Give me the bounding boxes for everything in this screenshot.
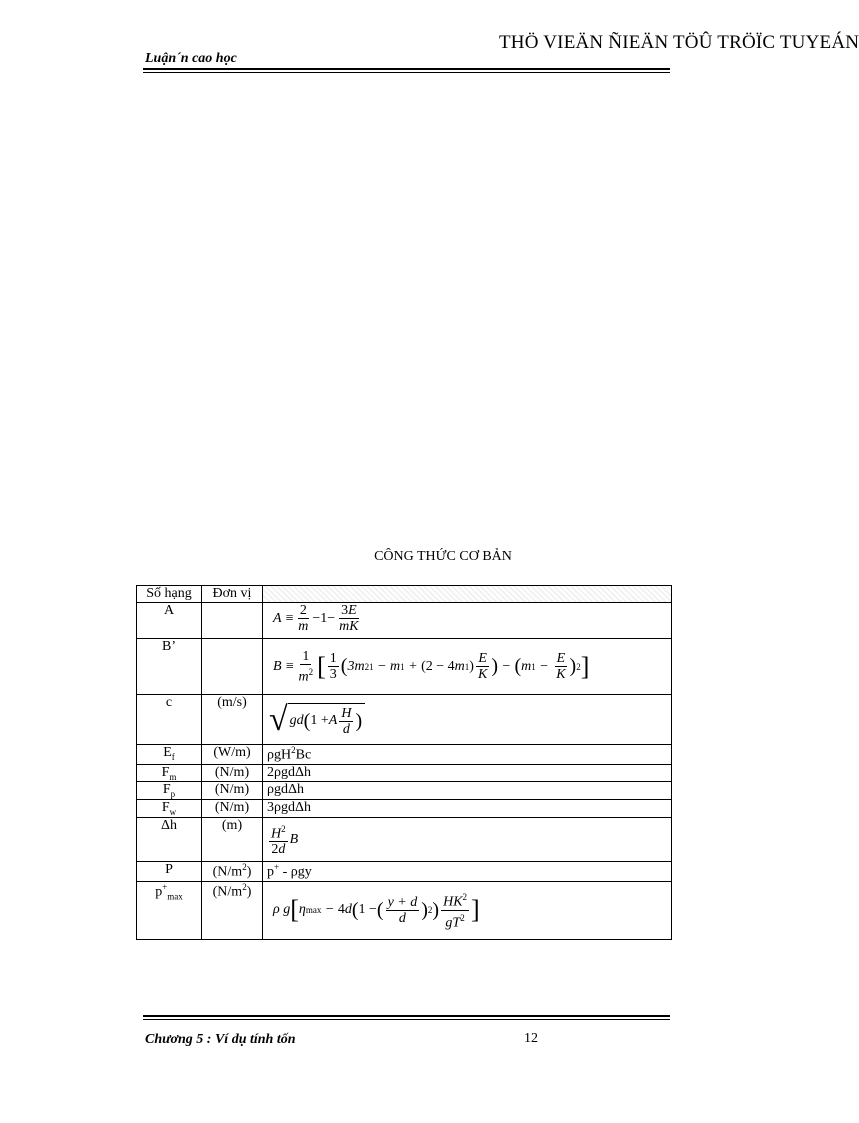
formula-dh: $\frac{H^2}{2d}$ B xyxy=(271,823,299,858)
unit-cell: $(N/m^2)$ xyxy=(202,881,263,939)
formula-cell: 3ρgdΔh xyxy=(263,800,672,818)
table-row xyxy=(137,695,672,745)
term-cell: Δh xyxy=(137,818,202,862)
term-cell: $F_m$ xyxy=(137,764,202,782)
term-cell: $E_f$ xyxy=(137,745,202,765)
unit-cell: (m/s) xyxy=(202,695,263,745)
watermark-text: THÖ VIEÄN ÑIEÄN TÖÛ TRÖÏC TUYEÁN xyxy=(499,32,859,53)
formula-cell: ρgH$^2$Bc xyxy=(263,745,672,765)
formula-A: A ≡ $\frac{2}{m}$ −1− $\frac{3E}{mK}$ xyxy=(273,603,359,634)
term-cell: $p^+_{max}$ xyxy=(137,881,202,939)
formula-cell: ρgdΔh xyxy=(263,782,672,800)
formula-cell xyxy=(263,818,672,862)
header-rule xyxy=(143,68,670,73)
formula-B: B ≡ $\frac{1}{m^2}$ [ $\frac{1}{3}$ ( 3m 2 1 − m 1 + (2 − 4 m 1 ) $\frac{E}{K}$ ) − ( m 1 − $\frac{E}{K}$ ) 2 ] xyxy=(273,648,590,685)
unit-cell: (N/m) xyxy=(202,800,263,818)
term-cell: P xyxy=(137,862,202,882)
table-row xyxy=(137,639,672,695)
header-title: Luận´n cao học xyxy=(145,51,237,66)
table-row xyxy=(137,800,672,818)
formula-cell xyxy=(263,695,672,745)
formula-c: √ gd ( 1 + A $\frac{H}{d}$ ) xyxy=(267,703,365,737)
footer-chapter: Chương 5 : Ví dụ tính tốn xyxy=(145,1032,296,1047)
page-number: 12 xyxy=(524,1031,538,1046)
unit-cell xyxy=(202,639,263,695)
formula-cell xyxy=(263,639,672,695)
table-title: CÔNG THỨC CƠ BẢN xyxy=(374,549,512,564)
table-row xyxy=(137,764,672,782)
footer-rule xyxy=(143,1015,670,1020)
term-cell: A xyxy=(137,603,202,639)
header-term: Số hạng xyxy=(137,586,202,603)
table-row xyxy=(137,862,672,882)
header-formula xyxy=(263,586,672,603)
unit-cell: (N/m) xyxy=(202,782,263,800)
table-row xyxy=(137,745,672,765)
term-cell: B’ xyxy=(137,639,202,695)
unit-cell: (m) xyxy=(202,818,263,862)
unit-cell: (N/m) xyxy=(202,764,263,782)
formula-cell: p+ - ρgy xyxy=(263,862,672,882)
term-cell: $F_p$ xyxy=(137,782,202,800)
formula-cell: 2ρgdΔh xyxy=(263,764,672,782)
unit-cell: $(N/m^2)$ xyxy=(202,862,263,882)
formula-cell xyxy=(263,881,672,939)
table-row xyxy=(137,818,672,862)
header-unit: Đơn vị xyxy=(202,586,263,603)
table-row xyxy=(137,782,672,800)
table-header-row xyxy=(137,586,672,603)
formula-cell xyxy=(263,603,672,639)
unit-cell: (W/m) xyxy=(202,745,263,765)
unit-cell xyxy=(202,603,263,639)
term-cell: c xyxy=(137,695,202,745)
formula-pmax: ρ g [ η max − 4 d ( 1 − ( $\frac{y + d}{d}$ ) 2 ) $\frac{HK^2}{gT^2}$ ] xyxy=(273,892,480,931)
table-row xyxy=(137,881,672,939)
formula-table xyxy=(136,585,672,940)
table-row xyxy=(137,603,672,639)
term-cell: $F_w$ xyxy=(137,800,202,818)
